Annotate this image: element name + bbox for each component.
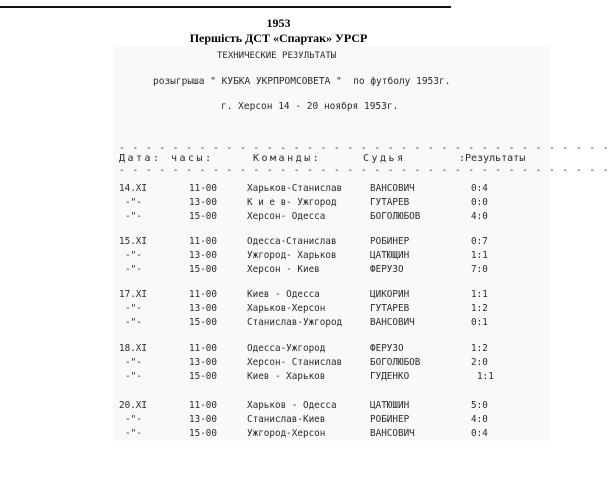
cell-date: -"- bbox=[125, 357, 142, 368]
cell-date: -"- bbox=[125, 371, 142, 382]
table-row bbox=[113, 236, 549, 248]
cell-result: 4:0 bbox=[471, 211, 488, 222]
table-row bbox=[113, 250, 549, 262]
header-col-teams: Команды: bbox=[253, 153, 322, 164]
table-row bbox=[113, 400, 549, 412]
header-col-referee: Судья bbox=[363, 153, 406, 164]
table-row bbox=[113, 317, 549, 329]
header-rule-bottom: - - - - - - - - - - - - - - - - - - - - - - - - - - - - - - - - - - - - - bbox=[119, 165, 610, 176]
page-title: Першість ДСТ «Спартак» УРСР bbox=[189, 31, 368, 45]
cell-result: 1:2 bbox=[471, 343, 488, 354]
table-row bbox=[113, 371, 549, 383]
table-row bbox=[113, 343, 549, 355]
table-row bbox=[113, 264, 549, 276]
cell-time: 13-00 bbox=[189, 303, 217, 314]
cell-result: 1:1 bbox=[477, 371, 494, 382]
cell-date: 17.XI bbox=[119, 289, 147, 300]
cell-date: -"- bbox=[125, 414, 142, 425]
top-rule bbox=[0, 6, 451, 8]
table-row bbox=[113, 303, 549, 315]
cell-result: 0:0 bbox=[471, 197, 488, 208]
cell-date: -"- bbox=[125, 250, 142, 261]
table-row bbox=[113, 414, 549, 426]
cell-date: -"- bbox=[125, 197, 142, 208]
page-year: 1953 bbox=[266, 16, 291, 30]
table-row bbox=[113, 211, 549, 223]
cell-result: 0:4 bbox=[471, 183, 488, 194]
cell-result: 2:0 bbox=[471, 357, 488, 368]
cell-referee: ВАНСОВИЧ bbox=[370, 428, 415, 439]
table-row bbox=[113, 183, 549, 195]
cell-time: 13-00 bbox=[189, 357, 217, 368]
header-rule-top: - - - - - - - - - - - - - - - - - - - - - - - - - - - - - - - - - - - - - bbox=[119, 143, 610, 154]
cell-date: 14.XI bbox=[119, 183, 147, 194]
cell-referee: РОБИНЕР bbox=[370, 414, 410, 425]
cell-referee: ГУТАРЕВ bbox=[370, 197, 410, 208]
cell-referee: ГУДЕНКО bbox=[370, 371, 410, 382]
cell-time: 15-00 bbox=[189, 264, 217, 275]
header-col-time: часы: bbox=[171, 153, 214, 164]
cell-referee: ВАНСОВИЧ bbox=[370, 317, 415, 328]
table-row bbox=[113, 357, 549, 369]
cell-referee: БОГОЛЮБОВ bbox=[370, 357, 421, 368]
cell-teams: Ужгород-Херсон bbox=[247, 428, 326, 439]
cell-referee: ГУТАРЕВ bbox=[370, 303, 410, 314]
cell-result: 1:1 bbox=[471, 250, 488, 261]
cell-result: 7:0 bbox=[471, 264, 488, 275]
cell-teams: Ужгород- Харьков bbox=[247, 250, 337, 261]
cell-result: 1:1 bbox=[471, 289, 488, 300]
document-title: ТЕХНИЧЕСКИЕ РЕЗУЛЬТАТЫ bbox=[217, 51, 337, 61]
cell-date: 20.XI bbox=[119, 400, 147, 411]
cell-date: 15.XI bbox=[119, 236, 147, 247]
cell-teams: Херсон- Одесса bbox=[247, 211, 326, 222]
cell-result: 0:7 bbox=[471, 236, 488, 247]
cell-time: 11-00 bbox=[189, 400, 217, 411]
header-col-date: Дата: bbox=[119, 153, 162, 164]
cell-teams: Одесса-Ужгород bbox=[247, 343, 326, 354]
cell-time: 11-00 bbox=[189, 183, 217, 194]
header-col-result: :Результаты bbox=[459, 153, 526, 164]
cell-referee: ФЕРУЗО bbox=[370, 343, 404, 354]
cell-teams: Харьков - Одесса bbox=[247, 400, 337, 411]
cell-teams: Станислав-Киев bbox=[247, 414, 326, 425]
cell-date: -"- bbox=[125, 317, 142, 328]
cell-result: 0:4 bbox=[471, 428, 488, 439]
table-row bbox=[113, 197, 549, 209]
cell-referee: ФЕРУЗО bbox=[370, 264, 404, 275]
cell-teams: Херсон- Станислав bbox=[247, 357, 343, 368]
table-row bbox=[113, 428, 549, 440]
cell-teams: Одесса-Станислав bbox=[247, 236, 337, 247]
cell-time: 11-00 bbox=[189, 343, 217, 354]
cell-result: 0:1 bbox=[471, 317, 488, 328]
table-row bbox=[113, 289, 549, 301]
cell-result: 1:2 bbox=[471, 303, 488, 314]
cell-result: 5:0 bbox=[471, 400, 488, 411]
scanned-document bbox=[113, 46, 610, 441]
cell-time: 11-00 bbox=[189, 236, 217, 247]
cell-date: -"- bbox=[125, 428, 142, 439]
cell-teams: Харьков-Станислав bbox=[247, 183, 343, 194]
cell-date: -"- bbox=[125, 303, 142, 314]
cell-time: 15-00 bbox=[189, 317, 217, 328]
cell-teams: Киев - Одесса bbox=[247, 289, 320, 300]
cell-teams: Херсон - Киев bbox=[247, 264, 320, 275]
cell-time: 13-00 bbox=[189, 250, 217, 261]
cell-referee: РОБИНЕР bbox=[370, 236, 410, 247]
cell-time: 15-00 bbox=[189, 211, 217, 222]
cell-referee: ЦАТЮШИН bbox=[370, 400, 410, 411]
cell-time: 15-00 bbox=[189, 371, 217, 382]
cell-teams: Киев - Харьков bbox=[247, 371, 326, 382]
cell-result: 4:0 bbox=[471, 414, 488, 425]
cell-referee: БОГОЛЮБОВ bbox=[370, 211, 421, 222]
cell-referee: ВАНСОВИЧ bbox=[370, 183, 415, 194]
cell-time: 13-00 bbox=[189, 197, 217, 208]
cell-time: 15-00 bbox=[189, 428, 217, 439]
cell-teams: К и е в- Ужгород bbox=[247, 197, 337, 208]
cell-referee: ЦАТЮЩИН bbox=[370, 250, 410, 261]
cell-date: -"- bbox=[125, 211, 142, 222]
cell-date: 18.XI bbox=[119, 343, 147, 354]
cell-time: 11-00 bbox=[189, 289, 217, 300]
cell-date: -"- bbox=[125, 264, 142, 275]
cell-time: 13-00 bbox=[189, 414, 217, 425]
document-place-date: г. Херсон 14 - 20 ноября 1953г. bbox=[221, 101, 399, 112]
cell-teams: Станислав-Ужгород bbox=[247, 317, 343, 328]
document-subtitle: розыгрыша " КУБКА УКРПРОМСОВЕТА " по футболу 1953г. bbox=[153, 76, 451, 87]
cell-referee: ЦИКОРИН bbox=[370, 289, 410, 300]
cell-teams: Харьков-Херсон bbox=[247, 303, 326, 314]
